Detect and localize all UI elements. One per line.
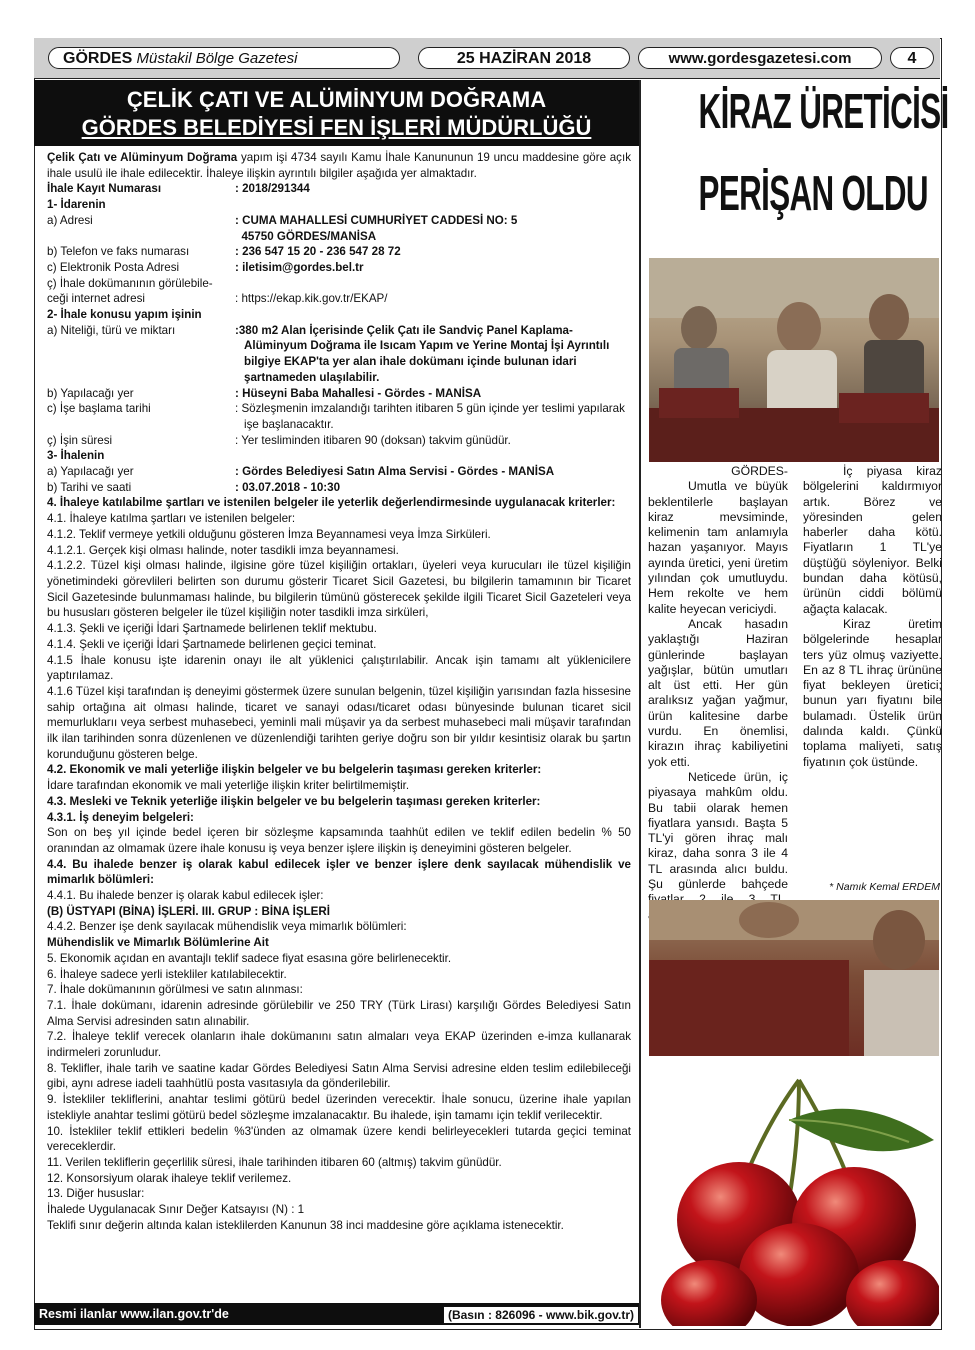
para-4-3-1-body: Son on beş yıl içinde bedel içeren bir sözleşme kapsamında taahhüt edilen ve teklif edilen bedelin % 50 oranından az olmamak üzere ihale konusu iş veya benzer işlere ilişkin iş deneyimini gösteren belgeler. <box>47 826 631 855</box>
section-1: 1- İdarenin <box>47 198 106 212</box>
para-13-b: Teklifi sınır değerin altında kalan isteklilerden Kanunun 38 inci maddesine göre açıklama istenecektir. <box>47 1218 564 1232</box>
tender-place-value: : Gördes Belediyesi Satın Alma Servisi - Gördes - MANİSA <box>235 465 555 479</box>
para-12: 12. Konsorsiyum olarak ihaleye teklif verilemez. <box>47 1171 292 1185</box>
article-para-1: Umutla ve büyük beklentilerle başlayan kiraz mevsiminde, kelimenin tam anlamıyla hazan yaşanıyor. Mayıs ayında üretici, yeni üretim yılından çok umutluydu. Hem rekolte ve hem kalite heyecan vericiydi. <box>648 479 788 616</box>
official-ads-link[interactable]: Resmi ilanlar www.ilan.gov.tr'de <box>39 1307 229 1321</box>
article-para-4: İç piyasa kiraz bölgelerini kaldırmıyor artık. Börez ve yöresinden gelen haberler daha kötü. Fiyatların 1 TL'ye düştüğü söyleniyor. Belki bundan daha kötüsü, ürünün ciddi bölümü ağaçta kalacak. <box>803 464 942 616</box>
article-column-1 <box>648 464 788 923</box>
para-4-1-2-2: 4.1.2.2. Tüzel kişi olması halinde, ilgisine göre tüzel kişiliğin ortakları, üyeleri veya kurucuları ile tüzel kişiliğin yönetimindeki görevlileri belirten son durumu gösterir Ticaret Sicil Gazetesi, bu bilgilerin tamamının bir Ticaret Sicil Gazetesinde bulunmaması halinde, bu bilgilerin tümünü gösterecek şekilde ilgili Ticaret Sicil Gazeteleri veya bu hususları gösteren belgeler ile tüzel kişiliğin noter tasdikli imza sirküleri, <box>47 559 631 620</box>
ad-footer <box>34 1303 639 1325</box>
photo-sorting-drawing <box>649 900 939 1056</box>
para-7-2: 7.2. İhaleye teklif verecek olanların ihale dokümanını satın almaları veya EKAP üzerinden e-imza kullanarak indirmeleri zorunludur. <box>47 1030 631 1060</box>
para-7-1: 7.1. İhale dokümanı, idarenin adresinde görülebilir ve 250 TRY (Türk Lirası) karşılığı Gördes Belediyesi Satın Alma Servisi adresinden satın alınabilir. <box>47 998 631 1028</box>
ad-title-box <box>34 80 639 146</box>
ad-title-line1: ÇELİK ÇATI VE ALÜMİNYUM DOĞRAMA <box>126 87 547 112</box>
tender-date-row <box>47 480 631 496</box>
phone-label: b) Telefon ve faks numarası <box>47 245 190 259</box>
doc-url-value: : https://ekap.kik.gov.tr/EKAP/ <box>235 292 388 306</box>
section-4: 4. İhaleye katılabilme şartları ve istenilen belgeler ile yeterlik değerlendirmesinde uygulanacak kriterler: <box>47 496 616 510</box>
intro-rest: yapım işi 4734 sayılı Kamu İhale Kanununun 19 uncu maddesine göre açık ihale usulü ile ihale edilecektir. İhaleye ilişkin ayrıntılı bilgiler aşağıda yer almaktadır. <box>47 151 631 180</box>
para-11: 11. Verilen tekliflerin geçerlilik süresi, ihale tarihinden itibaren 60 (altmış) takvim günüdür. <box>47 1156 502 1169</box>
article-headline <box>698 84 949 222</box>
article-para-2: Ancak hasadın yaklaştığı Haziran günlerinde başlayan yağışlar, bütün umutları alt üst etti. Her gün aralıksız yağan yağmur, ürün kalitesine darbe vurdu. En önemlisi, kirazın ihraç kabiliyetini yok etti. <box>648 616 788 769</box>
email-label: c) Elektronik Posta Adresi <box>47 260 180 274</box>
website-link[interactable]: www.gordesgazetesi.com <box>638 47 882 69</box>
kayit-row <box>47 181 631 197</box>
duration-value: : Yer tesliminden itibaren 90 (doksan) takvim günüdür. <box>235 433 511 447</box>
cherry-farmers-photo <box>649 258 939 462</box>
tender-date-value: : 03.07.2018 - 10:30 <box>235 480 341 494</box>
intro-bold: Çelik Çatı ve Alüminyum Doğrama <box>47 151 238 164</box>
issue-date: 25 HAZİRAN 2018 <box>418 47 630 69</box>
para-4-4-2-body: Mühendislik ve Mimarlık Bölümlerine Ait <box>47 936 269 950</box>
para-4-1: 4.1. İhaleye katılma şartları ve istenilen belgeler: <box>47 512 296 526</box>
para-4-2: 4.2. Ekonomik ve mali yeterliğe ilişkin belgeler ve bu belgelerin taşıması gereken kriterler: <box>47 763 542 777</box>
nature-row <box>47 323 631 386</box>
photo-farmers-drawing <box>649 258 939 462</box>
column-divider <box>639 80 641 1328</box>
address-label: a) Adresi <box>47 213 93 227</box>
para-4-2-body: İdare tarafından ekonomik ve mali yeterliğe ilişkin kriter belirtilmemiştir. <box>47 779 410 793</box>
para-4-1-2-1: 4.1.2.1. Gerçek kişi olması halinde, noter tasdikli imza beyannamesi. <box>47 543 399 557</box>
article-author: * Namık Kemal ERDEM <box>829 881 940 893</box>
cherries-illustration <box>649 1060 939 1326</box>
paper-name: GÖRDES <box>63 50 133 67</box>
headline-line2: PERİŞAN OLDU <box>698 167 928 221</box>
tender-place-label: a) Yapılacağı yer <box>47 465 134 479</box>
tender-date-label: b) Tarihi ve saati <box>47 480 132 494</box>
doc-url-row <box>47 291 631 307</box>
duration-row <box>47 433 631 449</box>
para-4-4-1: 4.4.1. Bu ihalede benzer iş olarak kabul edilecek işler: <box>47 889 324 903</box>
email-row <box>47 260 631 276</box>
para-7: 7. İhale dokümanının görülmesi ve satın alınması: <box>47 983 303 997</box>
site-row <box>47 386 631 402</box>
kayit-value: : 2018/291344 <box>235 182 310 196</box>
start-label: c) İşe başlama tarihi <box>47 402 151 416</box>
article-para-5: Kiraz üretim bölgelerinde hesaplar ters yüz olmuş vaziyette. En az 8 TL ihraç ürününe fiyat bekleyen üretici; bunun yarı fiyatını bile bulamadı. Üstelik ürün dalında kaldı. Çünkü toplama maliyeti, satış fiyatının çok üstünde. <box>803 616 942 769</box>
press-code: (Basın : 826096 - www.bik.gov.tr) <box>443 1306 639 1324</box>
site-label: b) Yapılacağı yer <box>47 386 134 400</box>
page-number: 4 <box>890 47 934 69</box>
para-4-4-1-body: (B) ÜSTYAPI (BİNA) İŞLERİ. III. GRUP : BİNA İŞLERİ <box>47 904 330 918</box>
ad-intro <box>47 150 631 181</box>
para-10: 10. İstekliler teklif ettikleri bedelin %3'ünden az olmamak üzere kendi belirleyecekleri tutarda geçici teminat vereceklerdir. <box>47 1124 631 1154</box>
para-4-4-2: 4.4.2. Benzer işe denk sayılacak mühendislik veya mimarlık bölümleri: <box>47 920 407 934</box>
dateline: GÖRDES- <box>731 464 788 478</box>
address-row <box>47 213 631 244</box>
doc-url-label1: ç) İhale dokümanının görülebile- <box>47 276 213 290</box>
cherries-drawing <box>649 1060 939 1326</box>
phone-row <box>47 244 631 260</box>
para-6: 6. İhaleye sadece yerli istekliler katılabilecektir. <box>47 967 287 981</box>
paper-subtitle: Müstakil Bölge Gazetesi <box>136 50 298 67</box>
start-value: : Sözleşmenin imzalandığı tarihten itibaren 5 gün içinde yer teslimi yapılarak işe başlanacaktır. <box>235 402 625 431</box>
tender-notice <box>47 150 631 1234</box>
tender-place-row <box>47 464 631 480</box>
para-9: 9. İstekliler tekliflerini, anahtar teslimi götürü bedel üzerinden verecektir. İhale sonucu, üzerine ihale yapılan istekliyle anahtar teslimi götürü bedel sözleşme imzalanacaktır. Bu ihalede, işin tamamı için teklif verilecektir. <box>47 1093 631 1122</box>
paper-name-pill <box>48 47 400 69</box>
cherry-sorting-photo <box>649 900 939 1056</box>
article-para-3: Neticede ürün, iç piyasaya mahkûm oldu. Bu tabii olarak hemen fiyatlara yansıdı. Başta 5 TL'yi gören ihraç malı kiraz, daha sonra 3 ile 4 TL arasında alıcı buldu. Şu günlerde bahçede <box>648 769 788 892</box>
para-5: 5. Ekonomik açıdan en avantajlı teklif sadece fiyat esasına göre belirlenecektir. <box>47 951 452 965</box>
para-4-4: 4.4. Bu ihalede benzer iş olarak kabul edilecek işler ve benzer işlere denk sayılacak mühendislik ve mimarlık bölümleri: <box>47 857 631 887</box>
address-value <box>235 213 631 244</box>
section-3: 3- İhalenin <box>47 449 105 463</box>
para-4-1-3: 4.1.3. Şekli ve içeriği İdari Şartnamede belirlenen teklif mektubu. <box>47 622 377 636</box>
ad-title-line2: GÖRDES BELEDİYESİ FEN İŞLERİ MÜDÜRLÜĞÜ <box>81 115 592 140</box>
para-4-1-2: 4.1.2. Teklif vermeye yetkili olduğunu gösteren İmza Beyannamesi veya İmza Sirküleri. <box>47 527 491 541</box>
para-4-3-1: 4.3.1. İş deneyim belgeleri: <box>47 810 194 824</box>
site-value: : Hüseyni Baba Mahallesi - Gördes - MANİSA <box>235 386 482 400</box>
duration-label: ç) İşin süresi <box>47 433 113 447</box>
para-8: 8. Teklifler, ihale tarih ve saatine kadar Gördes Belediyesi Satın Alma Servisi adresine elden teslim edilebileceği gibi, aynı adrese iadeli taahhütlü posta vasıtasıyla da gönderilebilir. <box>47 1061 631 1091</box>
para-4-1-6: 4.1.6 Tüzel kişi tarafından iş deneyimi göstermek üzere sunulan belgenin, tüzel kişiliğin yarısından fazla hissesine sahip ortağına ait olması halinde, ticaret ve sanayi odası/ticaret odası bünyesinde bulunan ticaret sicil memurluklarıı veya serbest muhasebeci, yeminli mali müşavir ya da serbest muhasebeci mali müşavir tarafından ilk ilan tarihinden sonra düzenlenen ve düzenlendiği tarihten geriye doğru son bir yıldır kesintisiz olarak bu şartın korunduğunu gösteren belge. <box>47 684 631 761</box>
headline-line1: KİRAZ ÜRETİCİSİ <box>698 85 949 139</box>
nature-value: :380 m2 Alan İçerisinde Çelik Çatı ile Sandviç Panel Kaplama-Alüminyum Doğrama ile Isıcam Yapım ve Yerine Montaj İşi Ayrıntılı bilgiye EKAP'ta yer alan ihale dokümanı içinde bulunan idari şartnameden ulaşılabilir. <box>235 323 610 384</box>
para-13: 13. Diğer hususlar: <box>47 1187 145 1201</box>
phone-value: : 236 547 15 20 - 236 547 28 72 <box>235 245 401 259</box>
section-2: 2- İhale konusu yapım işinin <box>47 308 202 322</box>
email-value: : iletisim@gordes.bel.tr <box>235 260 364 274</box>
para-4-1-5: 4.1.5 İhale konusu işte idarenin onayı ile alt yüklenici çalıştırılabilir. Ancak işin tamamı alt yüklenicilere yaptırılamaz. <box>47 653 631 683</box>
para-13-a: İhalede Uygulanacak Sınır Değer Katsayısı (N) : 1 <box>47 1203 305 1217</box>
masthead <box>34 38 940 79</box>
article-column-2 <box>803 464 942 770</box>
start-row <box>47 401 631 432</box>
doc-url-label2: ceği internet adresi <box>47 292 145 306</box>
address-line1: : CUMA MAHALLESİ CUMHURİYET CADDESİ NO: 5 <box>235 213 518 227</box>
para-4-3: 4.3. Mesleki ve Teknik yeterliğe ilişkin belgeler ve bu belgelerin taşıması gereken kriterler: <box>47 794 541 808</box>
para-4-1-4: 4.1.4. Şekli ve içeriği İdari Şartnamede belirlenen geçici teminat. <box>47 637 377 651</box>
kayit-label: İhale Kayıt Numarası <box>47 182 162 196</box>
address-line2: 45750 GÖRDES/MANİSA <box>241 229 377 243</box>
nature-label: a) Niteliği, türü ve miktarı <box>47 323 176 337</box>
